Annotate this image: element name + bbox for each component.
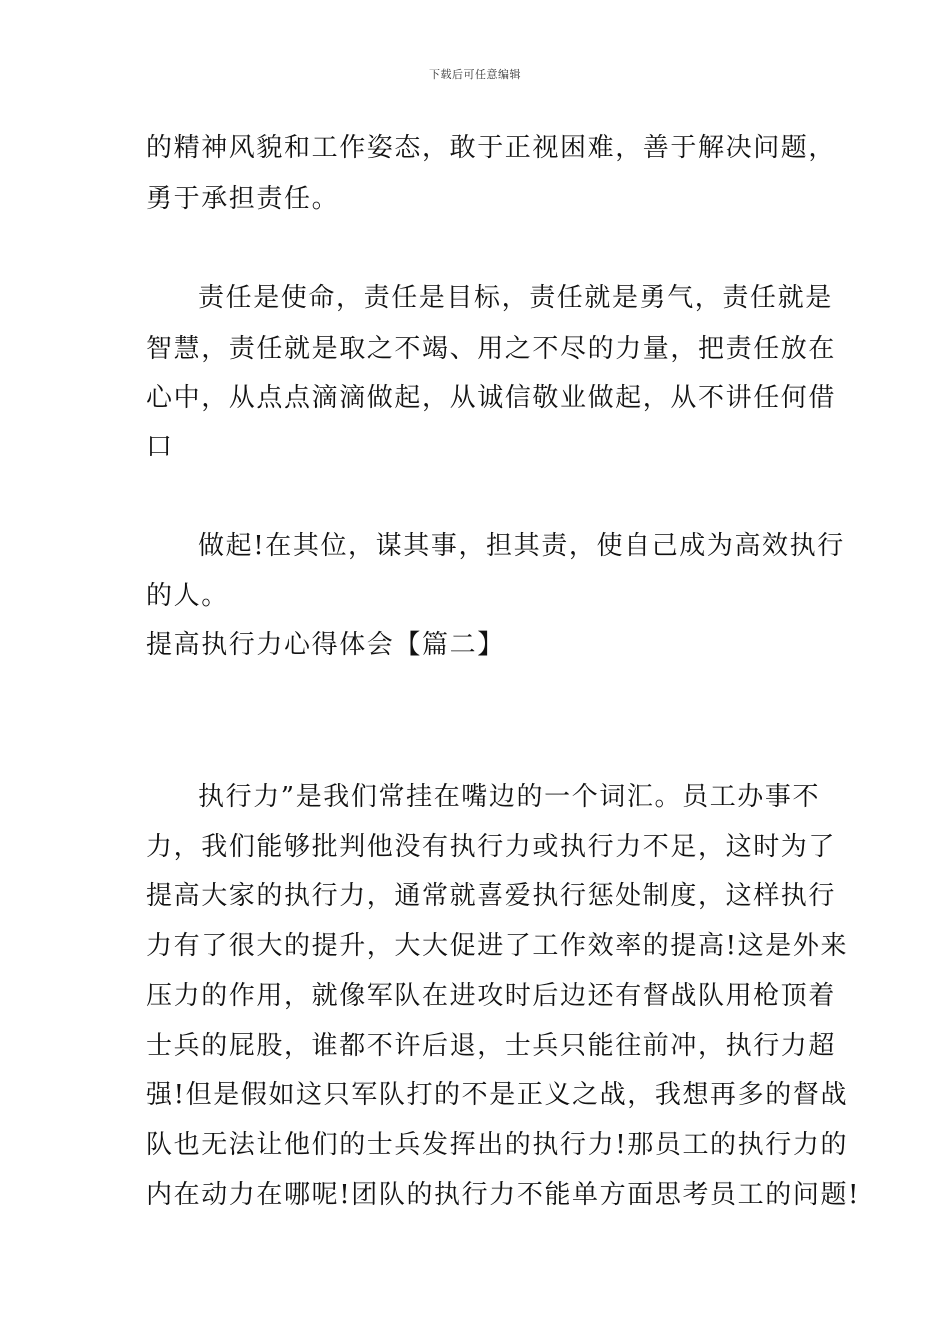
paragraph-line: 压力的作用，就像军队在进攻时后边还有督战队用枪顶着	[146, 981, 837, 1011]
paragraph-line: 勇于承担责任。	[146, 184, 340, 214]
paragraph-line: 做起!在其位，谋其事，担其责，使自己成为高效执行	[198, 531, 845, 561]
paragraph-line: 力，我们能够批判他没有执行力或执行力不足，这时为了	[146, 832, 837, 862]
paragraph-line: 力有了很大的提升，大大促进了工作效率的提高!这是外来	[146, 931, 849, 961]
paragraph-line: 士兵的屁股，谁都不许后退，士兵只能往前冲，执行力超	[146, 1031, 837, 1061]
paragraph-line: 执行力”是我们常挂在嘴边的一个词汇。员工办事不	[198, 782, 821, 812]
section-heading: 提高执行力心得体会【篇二】	[146, 630, 505, 660]
page-header-note: 下载后可任意编辑	[429, 68, 521, 81]
paragraph-line: 口	[146, 432, 174, 462]
paragraph-line: 提高大家的执行力，通常就喜爱执行惩处制度，这样执行	[146, 881, 837, 911]
paragraph-line: 智慧，责任就是取之不竭、用之不尽的力量，把责任放在	[146, 334, 837, 364]
paragraph-line: 内在动力在哪呢!团队的执行力不能单方面思考员工的问题!	[146, 1180, 861, 1210]
paragraph-line: 的人。	[146, 581, 229, 611]
paragraph-line: 队也无法让他们的士兵发挥出的执行力!那员工的执行力的	[146, 1130, 849, 1160]
paragraph-line: 的精神风貌和工作姿态，敢于正视困难，善于解决问题，	[146, 133, 837, 163]
paragraph-line: 强!但是假如这只军队打的不是正义之战，我想再多的督战	[146, 1080, 849, 1110]
paragraph-line: 责任是使命，责任是目标，责任就是勇气，责任就是	[198, 283, 833, 313]
paragraph-line: 心中，从点点滴滴做起，从诚信敬业做起，从不讲任何借	[146, 383, 837, 413]
